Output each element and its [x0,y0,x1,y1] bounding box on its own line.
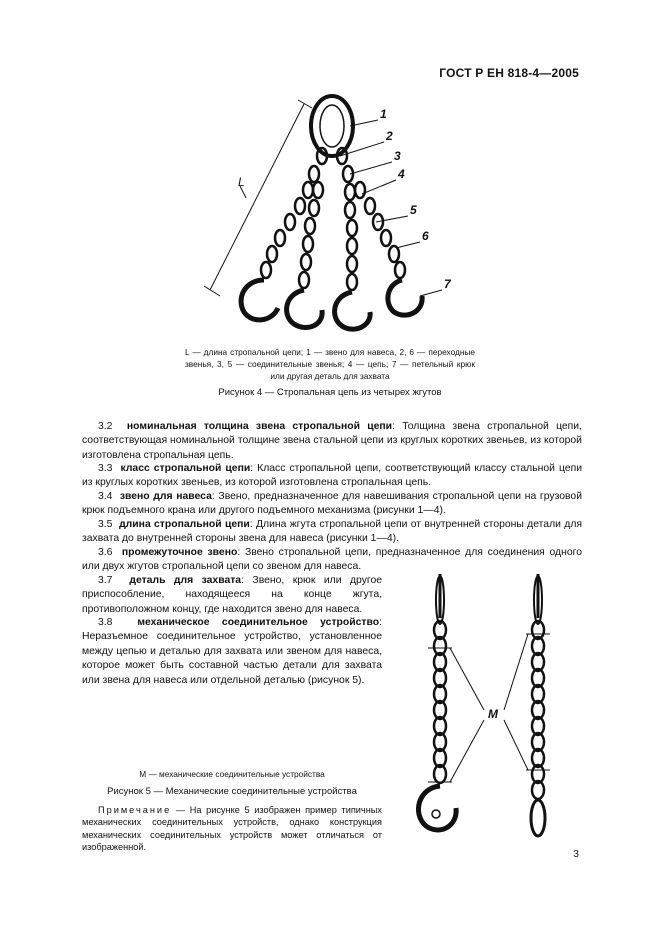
figure-5-label-m: M [488,707,498,721]
section-term: промежуточное звено [121,547,238,558]
section-3-7 [82,574,382,617]
section-3-2 [82,420,582,463]
section-text: : Класс стропальной цепи, соответствующий классу стальной цепи из круглых коротких звеньев, из которой изготовлена стропальная цепь. [82,463,582,489]
section-term: класс стропальной цепи [120,463,251,474]
section-term: длина стропальной цепи [119,519,250,530]
section-term: звено для навеса [119,491,212,502]
figure-4-label-7: 7 [444,277,451,291]
section-3-4 [82,490,582,519]
section-3-8 [82,616,382,688]
document-header: ГОСТ Р ЕН 818-4—2005 [439,66,579,80]
figure-4-label-1: 1 [380,107,387,121]
figure-5-caption: Рисунок 5 — Механические соединительные устройства [107,786,357,797]
figure-4-dimension-label: L [238,175,245,189]
figure-4-label-5: 5 [410,203,417,217]
section-term: деталь для захвата [129,575,242,586]
section-term: механическое соединительное устройство [137,617,380,628]
section-number: 3.4 [98,491,113,502]
figure-5-mechanical-connectors [400,570,580,845]
figure-4-label-2: 2 [386,129,393,143]
page-number: 3 [573,848,579,860]
note-paragraph [82,804,382,854]
figure-4-legend: L — длина стропальной цепи; 1 — звено для навеса, 2, 6 — переходные звенья, 3, 5 — соединительные звенья; 4 — цепь; 7 — петельный крюк или другая деталь для захвата [185,347,475,381]
section-number: 3.2 [98,421,113,432]
figure-4-four-leg-sling [200,90,470,340]
section-number: 3.5 [98,519,113,530]
section-text: : Звено, предназначенное для навешивания стропальной цепи на грузовой крюк подъемного крана или другого подъемного механизма (рисунки 1—4). [82,491,582,517]
figure-4-label-4: 4 [398,167,405,181]
figure-4-caption: Рисунок 4 — Стропальная цепь из четырех жгутов [218,387,442,398]
note-lead: Примечание [98,805,172,815]
section-text: : Длина жгута стропальной цепи от внутренней стороны детали для захвата до внутренней стороны звена для навеса (рисунки 1—4). [82,519,583,545]
section-3-3 [82,462,582,491]
section-text: : Неразъемное соединительное устройство, установленное между цепью и деталью для захвата или звеном для навеса, которое может быть составной частью детали для захвата или звена для навеса или отдельной деталью (рисунок 5). [82,617,382,686]
note-text: — На рисунке 5 изображен пример типичных механических соединительных устройств, однако конструкция механических соединительных устройств может отличаться от изображенной. [82,805,382,853]
section-text: : Звено стропальной цепи, предназначенное для соединения одного или двух жгутов стропальной цепи со звеном для навеса. [82,547,582,573]
figure-4-label-3: 3 [394,149,401,163]
section-3-5 [82,518,582,547]
section-number: 3.7 [98,575,113,586]
section-number: 3.8 [98,617,113,628]
figure-4-label-6: 6 [422,229,429,243]
figure-5-legend: M — механические соединительные устройства [139,769,325,779]
section-term: номинальная толщина звена стропальной цепи [126,421,393,432]
section-text: : Звено, крюк или другое приспособление, находящееся на конце жгута, противоположном концу, где находится звено для навеса. [82,575,383,615]
section-number: 3.3 [98,463,113,474]
section-number: 3.6 [98,547,113,558]
section-text: : Толщина звена стропальной цепи, соответствующая номинальной толщине звена стальной цепи из круглых коротких звеньев, из которой изготовлена стропальная цепь. [82,421,582,461]
